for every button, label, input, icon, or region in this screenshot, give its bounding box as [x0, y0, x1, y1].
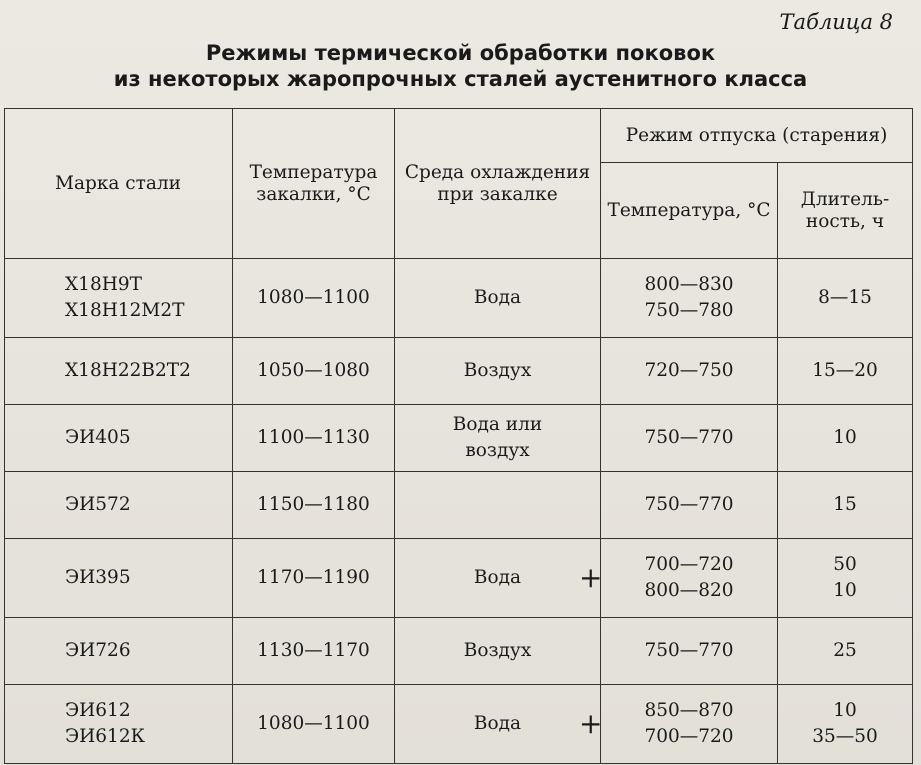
quench-temp-cell: 1170—1190: [233, 539, 395, 618]
quench-temp-cell: 1050—1080: [233, 338, 395, 405]
steel-grade: ЭИ612К: [65, 726, 145, 747]
duration-cell: 10: [778, 405, 913, 472]
cooling-cell: [395, 405, 601, 472]
steel-grade: ЭИ612: [65, 700, 131, 721]
table-row: [5, 539, 913, 618]
steel-grade-cell: ЭИ395: [5, 539, 233, 618]
cooling-cell: Вода: [395, 539, 601, 618]
header-tempering-duration: Длительность, ч: [778, 163, 913, 259]
header-steel-grade: Марка стали: [5, 109, 233, 259]
quench-temp-cell: 1150—1180: [233, 472, 395, 539]
table-row: [5, 405, 913, 472]
tempering-temp-cell: [601, 259, 778, 338]
cooling-cell: Воздух: [395, 618, 601, 685]
heat-treatment-table: [4, 108, 913, 764]
steel-grade-cell: [5, 685, 233, 764]
quench-temp-cell: 1080—1100: [233, 685, 395, 764]
duration-cell: 15—20: [778, 338, 913, 405]
table-row: [5, 618, 913, 685]
cooling-cell: [395, 472, 601, 539]
tempering-temp: 750—780: [644, 300, 734, 321]
cooling-medium: Вода или: [452, 414, 543, 435]
duration: 10: [833, 700, 857, 721]
tempering-temp-cell: [601, 539, 778, 618]
quench-temp-cell: 1080—1100: [233, 259, 395, 338]
tempering-temp: + 850—870: [644, 700, 734, 721]
header-tempering-temperature: Температура, °С: [601, 163, 778, 259]
cooling-cell: Воздух: [395, 338, 601, 405]
tempering-temp-cell: 750—770: [601, 472, 778, 539]
tempering-temp: + 700—720: [644, 554, 734, 575]
cooling-medium: воздух: [465, 440, 530, 461]
table-title-line-2: из некоторых жаропрочных сталей аустенитного класса: [113, 67, 808, 91]
tempering-temp: 700—720: [644, 726, 734, 747]
steel-grade-cell: ЭИ405: [5, 405, 233, 472]
duration-cell: 8—15: [778, 259, 913, 338]
cooling-cell: Вода: [395, 685, 601, 764]
table-row: [5, 259, 913, 338]
header-quench-temperature: Температура закалки, °С: [233, 109, 395, 259]
header-tempering-mode: Режим отпуска (старения): [601, 109, 913, 163]
tempering-temp-cell: 750—770: [601, 618, 778, 685]
table-number-label: Таблица 8: [779, 10, 893, 34]
table-title-line-1: Режимы термической обработки поковок: [205, 41, 716, 65]
duration-cell: 15: [778, 472, 913, 539]
cooling-cell: Вода: [395, 259, 601, 338]
tempering-temp-cell: 720—750: [601, 338, 778, 405]
steel-grade-cell: ЭИ726: [5, 618, 233, 685]
steel-grade: Х18Н12М2Т: [65, 300, 185, 321]
duration: 35—50: [812, 726, 878, 747]
duration-cell: [778, 539, 913, 618]
duration: 10: [833, 580, 857, 601]
tempering-temp-cell: 750—770: [601, 405, 778, 472]
steel-grade-cell: ЭИ572: [5, 472, 233, 539]
tempering-temp-cell: [601, 685, 778, 764]
table-row: [5, 338, 913, 405]
table-row: [5, 472, 913, 539]
quench-temp-cell: 1130—1170: [233, 618, 395, 685]
steel-grade-cell: Х18Н22В2Т2: [5, 338, 233, 405]
steel-grade: Х18Н9Т: [65, 274, 142, 295]
header-cooling-medium: Среда охлаждения при закалке: [395, 109, 601, 259]
table-row: [5, 685, 913, 764]
tempering-temp: 800—820: [644, 580, 734, 601]
duration: 50: [833, 554, 857, 575]
tempering-temp: 800—830: [644, 274, 734, 295]
duration-cell: [778, 685, 913, 764]
steel-grade-cell: [5, 259, 233, 338]
duration-cell: 25: [778, 618, 913, 685]
quench-temp-cell: 1100—1130: [233, 405, 395, 472]
